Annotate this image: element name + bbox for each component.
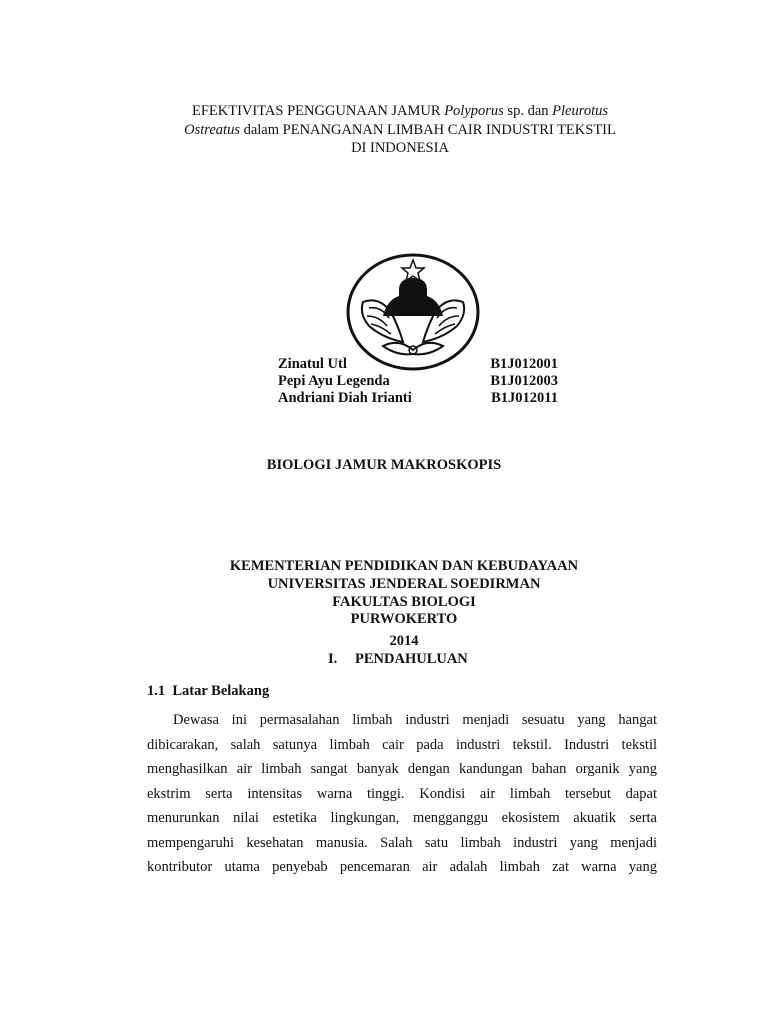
title-genus-polyporus: Polyporus (444, 103, 504, 119)
author-name: Pepi Ayu Legenda (278, 373, 390, 389)
course-name: BIOLOGI JAMUR MAKROSKOPIS (266, 457, 502, 473)
paragraph-line: mempengaruhi kesehatan manusia. Salah satu limbah industri yang menjadi (147, 834, 657, 851)
author-nim: B1J012001 (490, 356, 558, 372)
title-text-3: dalam PENANGANAN LIMBAH CAIR INDUSTRI TEKSTIL (239, 121, 616, 138)
body-paragraph (147, 708, 657, 880)
paragraph-line: kontributor utama penyebab pencemaran air adalah limbah zat warna yang (147, 859, 657, 875)
author-name: Zinatul Utl (278, 356, 347, 372)
university-name: UNIVERSITAS JENDERAL SOEDIRMAN (267, 575, 541, 592)
author-row (278, 356, 558, 373)
section-number: 1.1 (147, 683, 166, 699)
chapter-heading (328, 651, 468, 668)
author-row (278, 390, 558, 407)
author-list (278, 356, 558, 407)
title-text-2: sp. dan (503, 103, 553, 119)
ministry-name: KEMENTERIAN PENDIDIKAN DAN KEBUDAYAAN (229, 558, 579, 574)
paragraph-line: menghasilkan air limbah sangat banyak dengan kandungan bahan organik yang (147, 761, 657, 777)
title-species-ostreatus: Ostreatus (184, 121, 240, 138)
chapter-number: I. (328, 651, 338, 667)
title-text-4: DI INDONESIA (351, 140, 449, 156)
chapter-title: PENDAHULUAN (355, 651, 468, 667)
section-heading (147, 683, 269, 700)
paragraph-line: ekstrim serta intensitas warna tinggi. Kondisi air limbah tersebut dapat (147, 785, 657, 802)
institution-block (0, 558, 768, 629)
title-text-1: EFEKTIVITAS PENGGUNAAN JAMUR (192, 103, 445, 119)
author-nim: B1J012003 (490, 373, 558, 389)
author-nim: B1J012011 (491, 390, 558, 406)
paragraph-line: menurunkan nilai estetika lingkungan, mengganggu ekosistem akuatik serta (147, 810, 657, 826)
document-title (140, 102, 660, 158)
author-name: Andriani Diah Irianti (278, 390, 412, 406)
section-title: Latar Belakang (172, 683, 270, 699)
title-genus-pleurotus: Pleurotus (552, 103, 608, 119)
paragraph-line: dibicarakan, salah satunya limbah cair pada industri tekstil. Industri tekstil (147, 736, 657, 753)
paragraph-line: Dewasa ini permasalahan limbah industri menjadi sesuatu yang hangat (173, 712, 657, 728)
faculty-name: FAKULTAS BIOLOGI (332, 593, 476, 610)
city-name: PURWOKERTO (350, 611, 458, 628)
author-row (278, 373, 558, 390)
year: 2014 (389, 633, 419, 649)
